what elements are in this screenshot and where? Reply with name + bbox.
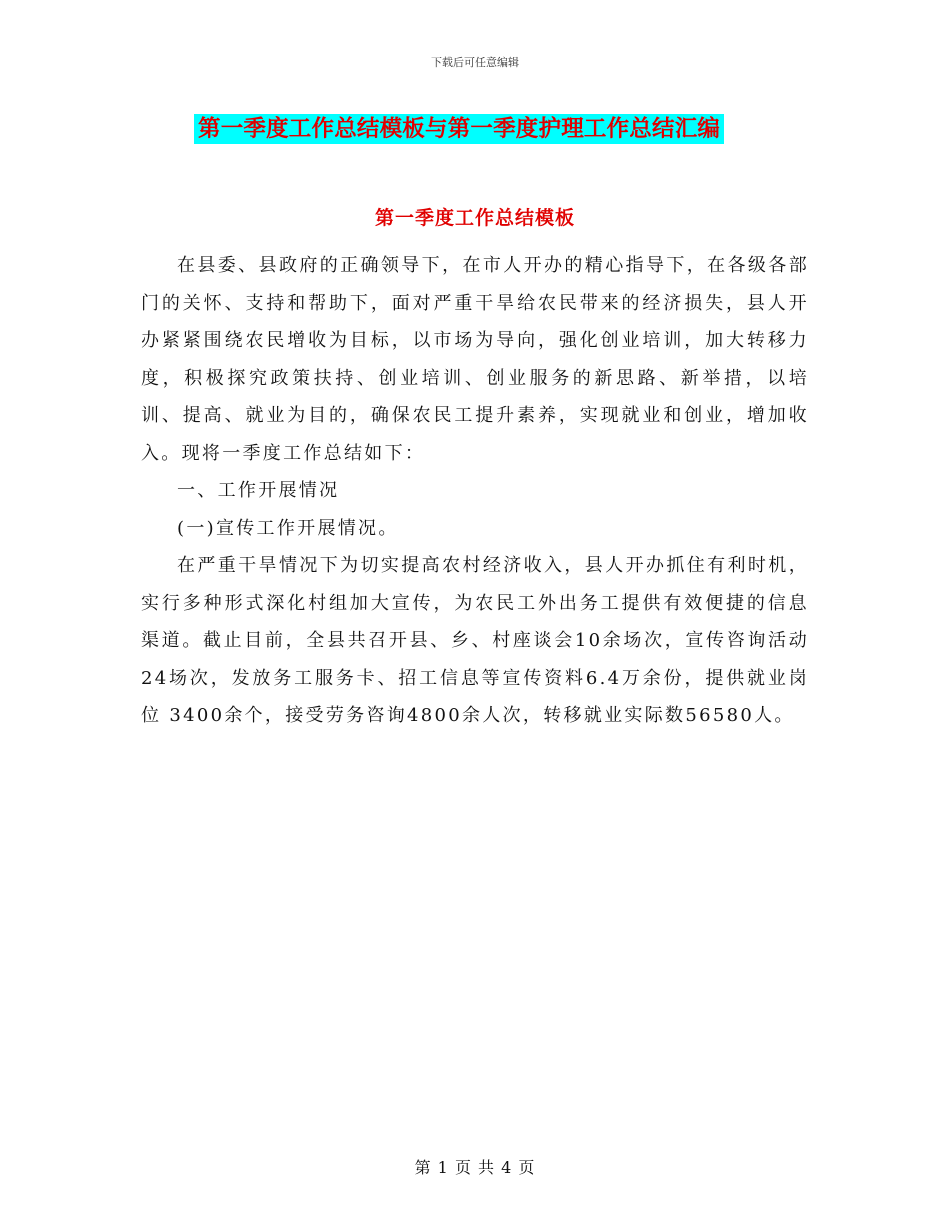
paragraph-publicity: 在严重干旱情况下为切实提高农村经济收入，县人开办抓住有利时机，实行多种形式深化村组加大宣传，为农民工外出务工提供有效便捷的信息渠道。截止目前，全县共召开县、乡、村座谈会10余场次，宣传咨询活动24场次，发放务工服务卡、招工信息等宣传资料6.4万余份，提供就业岗位 3400余个，接受劳务咨询4800余人次，转移就业实际数56580人。 [141,555,809,726]
document-body [141,247,809,735]
subheading-publicity: (一)宣传工作开展情况。 [177,517,399,539]
paragraph-intro: 在县委、县政府的正确领导下，在市人开办的精心指导下，在各级各部门的关怀、支持和帮助下，面对严重干旱给农民带来的经济损失，县人开办紧紧围绕农民增收为目标，以市场为导向，强化创业培训，加大转移力度，积极探究政策扶持、创业培训、创业服务的新思路、新举措，以培训、提高、就业为目的，确保农民工提升素养，实现就业和创业，增加收入。现将一季度工作总结如下： [141,255,809,464]
heading-work-progress: 一、工作开展情况 [177,480,340,501]
header-note: 下载后可任意编辑 [431,56,519,69]
section-title: 第一季度工作总结模板 [374,207,575,229]
document-main-title: 第一季度工作总结模板与第一季度护理工作总结汇编 [194,114,724,144]
page-footer: 第 1 页 共 4 页 [414,1158,536,1177]
